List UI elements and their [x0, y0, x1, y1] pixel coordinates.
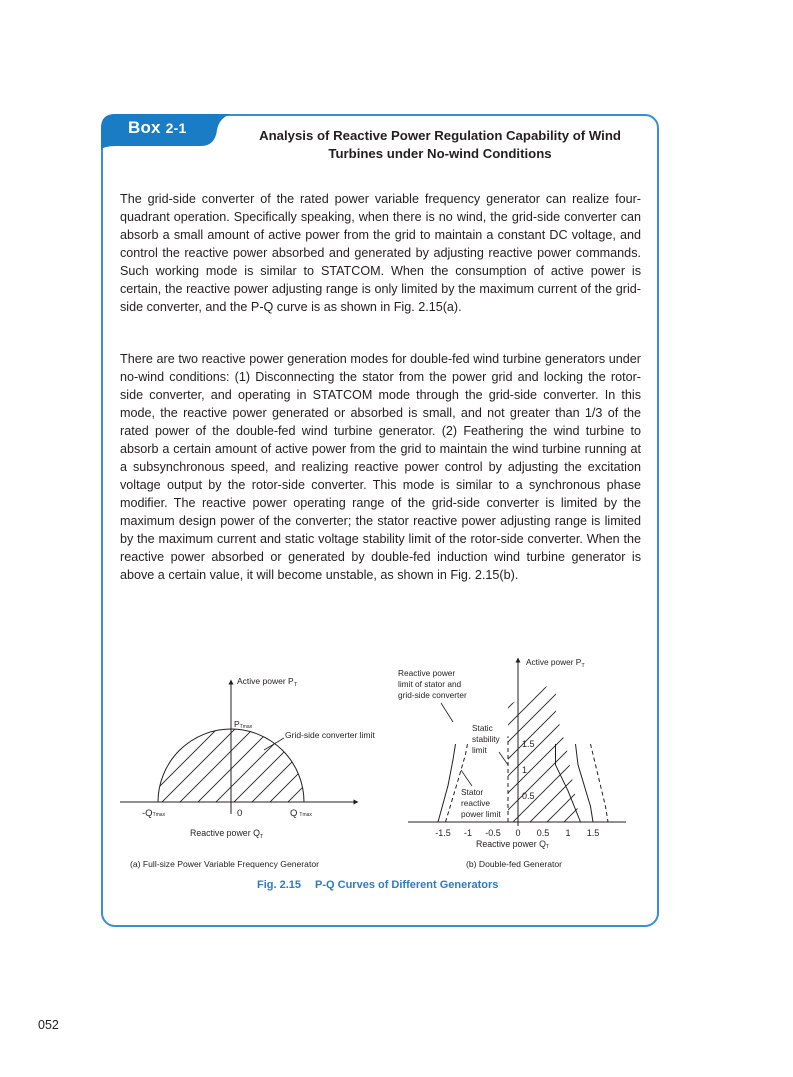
chart-a-ptmax-label: PTmax: [234, 719, 253, 730]
chart-b-series-line-2: [438, 744, 456, 822]
hatch-line: [0, 710, 74, 810]
hatch-line: [250, 680, 400, 830]
hatch-line: [244, 710, 344, 810]
hatch-line: [0, 710, 56, 810]
chart-b-x-tick-label: 1: [565, 828, 571, 838]
hatch-line: [624, 680, 774, 830]
hatch-line: [318, 680, 468, 830]
page-number: 052: [38, 1018, 59, 1032]
hatch-line: [280, 710, 380, 810]
hatch-line: [262, 710, 362, 810]
chart-b-ann-rp-1: Reactive power: [398, 668, 456, 678]
hatch-line: [82, 710, 182, 810]
hatch-line: [607, 680, 757, 830]
hatch-line: [0, 710, 38, 810]
hatch-line: [136, 710, 236, 810]
hatch-line: [556, 680, 706, 830]
hatch-line: [10, 710, 110, 810]
chart-b-ylabel: Active power $P_T$: [526, 657, 585, 669]
chart-b-rp-leader: [441, 703, 453, 722]
chart-a-limit-label: Grid-side converter limit: [285, 730, 375, 740]
chart-b-ann-ss-3: limit: [472, 745, 487, 755]
chart-b-x-tick-label: -1.5: [435, 828, 451, 838]
chart-a-pos-q-label: Q Tmax: [290, 808, 312, 819]
hatch-line: [352, 710, 452, 810]
hatch-line: [0, 710, 20, 810]
chart-b-ticks: [435, 739, 599, 838]
hatch-line: [590, 680, 740, 830]
hatch-line: [0, 710, 92, 810]
chart-b-xlabel: Reactive power QT: [476, 839, 550, 850]
chart-b-x-tick-label: 1.5: [586, 828, 600, 838]
hatch-line: [172, 710, 272, 810]
chart-b-series-line-5: [591, 744, 609, 822]
hatch-line: [522, 680, 672, 830]
chart-b: [250, 657, 793, 850]
hatch-line: [46, 710, 146, 810]
hatch-line: [437, 680, 587, 830]
chart-b-ann-ss-2: stability: [472, 734, 500, 744]
paragraph-2: There are two reactive power generation modes for double-fed wind turbine generators under no-wind conditions: (1) Disconnecting the stator from the power grid and locking the rotor-side converter, and operating in STATCOM mode through the grid-side converter. In this mode, the reactive power generated or absorbed is small, and not greater than 1/3 of the rated power of the double-fed wind turbine generator. (2) Feathering the wind turbine to absorb a certain amount of active power from the grid to maintain the wind turbine running at a subsynchronous speed, and realizing reactive power control by adjusting the excitation voltage output by the rotor-side converter. This mode is similar to a synchronous phase modifier. The reactive power operating range of the grid-side converter is limited by the maximum design power of the converter; the stator reactive power adjusting range is limited by the maximum current and static voltage stability limit of the rotor-side converter. When the reactive power absorbed or generated by double-fed induction wind turbine generator is above a certain value, it will become unstable, as shown in Fig. 2.15(b).: [120, 352, 641, 582]
chart-b-x-tick-label: -1: [463, 828, 473, 838]
hatch-line: [28, 710, 128, 810]
hatch-line: [726, 680, 793, 830]
chart-a-ylabel: Active power $P_T$: [237, 676, 298, 688]
chart-b-x-tick-label: 0: [515, 828, 521, 838]
hatch-line: [316, 710, 416, 810]
box-number: 2-1: [165, 120, 187, 136]
caption-b: (b) Double-fed Generator: [466, 859, 563, 869]
caption-a: (a) Full-size Power Variable Frequency Generator: [130, 859, 319, 869]
chart-b-y-tick-label: 1: [522, 765, 528, 775]
chart-b-ann-st-1: Stator: [461, 787, 484, 797]
hatch-line: [675, 680, 793, 830]
hatch-line: [471, 680, 621, 830]
box-title-line2: Turbines under No-wind Conditions: [328, 146, 552, 161]
figure-title: [257, 879, 498, 891]
chart-b-y-tick-label: 1.5: [522, 739, 535, 749]
hatch-line: [692, 680, 793, 830]
chart-b-ann-ss-1: Static: [472, 723, 493, 733]
chart-b-y-tick-label: 0.5: [522, 791, 535, 801]
figure-number: Fig. 2.15: [257, 879, 302, 891]
chart-b-hatch: [250, 680, 793, 830]
paragraph-1: The grid-side converter of the rated power variable frequency generator can realize four-quadrant operation. Specifically speaking, when there is no wind, the grid-side converter can absorb a small amount of active power from the grid to maintain a constant DC voltage, and control the reactive power absorbed and generated by adjusting reactive power commands. Such working mode is similar to STATCOM. When the consumption of active power is certain, the reactive power adjusting range is only limited by the maximum current of the grid-side converter, and the P-Q curve is as shown in Fig. 2.15(a).: [120, 192, 641, 314]
hatch-line: [64, 710, 164, 810]
hatch-line: [370, 710, 470, 810]
chart-a-xlabel: Reactive power $Q_T$: [190, 828, 264, 840]
hatch-line: [488, 680, 638, 830]
chart-b-ss-leader: [499, 752, 508, 765]
figure-title-text: P-Q Curves of Different Generators: [315, 879, 499, 891]
box-label-text: Box: [128, 118, 161, 137]
hatch-line: [505, 680, 655, 830]
hatch-line: [369, 680, 519, 830]
chart-a-zero-label: 0: [237, 808, 243, 819]
box-title-line1: Analysis of Reactive Power Regulation Capability of Wind: [259, 128, 621, 143]
chart-b-ann-st-2: reactive: [461, 798, 491, 808]
chart-b-st-leader: [461, 770, 472, 786]
hatch-line: [284, 680, 434, 830]
hatch-line: [334, 710, 434, 810]
chart-b-ann-st-3: power limit: [461, 809, 501, 819]
hatch-line: [539, 680, 689, 830]
hatch-line: [709, 680, 793, 830]
hatch-line: [208, 710, 308, 810]
chart-b-ann-rp-3: grid-side converter: [398, 690, 467, 700]
chart-a-neg-q-label: -QTmax: [142, 808, 166, 819]
hatch-line: [118, 710, 218, 810]
hatch-line: [298, 710, 398, 810]
hatch-line: [658, 680, 793, 830]
hatch-line: [301, 680, 451, 830]
chart-b-x-tick-label: 0.5: [536, 828, 550, 838]
hatch-line: [641, 680, 791, 830]
chart-b-series-line-4: [576, 744, 594, 822]
hatch-line: [743, 680, 793, 830]
hatch-line: [573, 680, 723, 830]
hatch-line: [100, 710, 200, 810]
chart-b-x-tick-label: -0.5: [485, 828, 501, 838]
chart-b-ann-rp-2: limit of stator and: [398, 679, 462, 689]
